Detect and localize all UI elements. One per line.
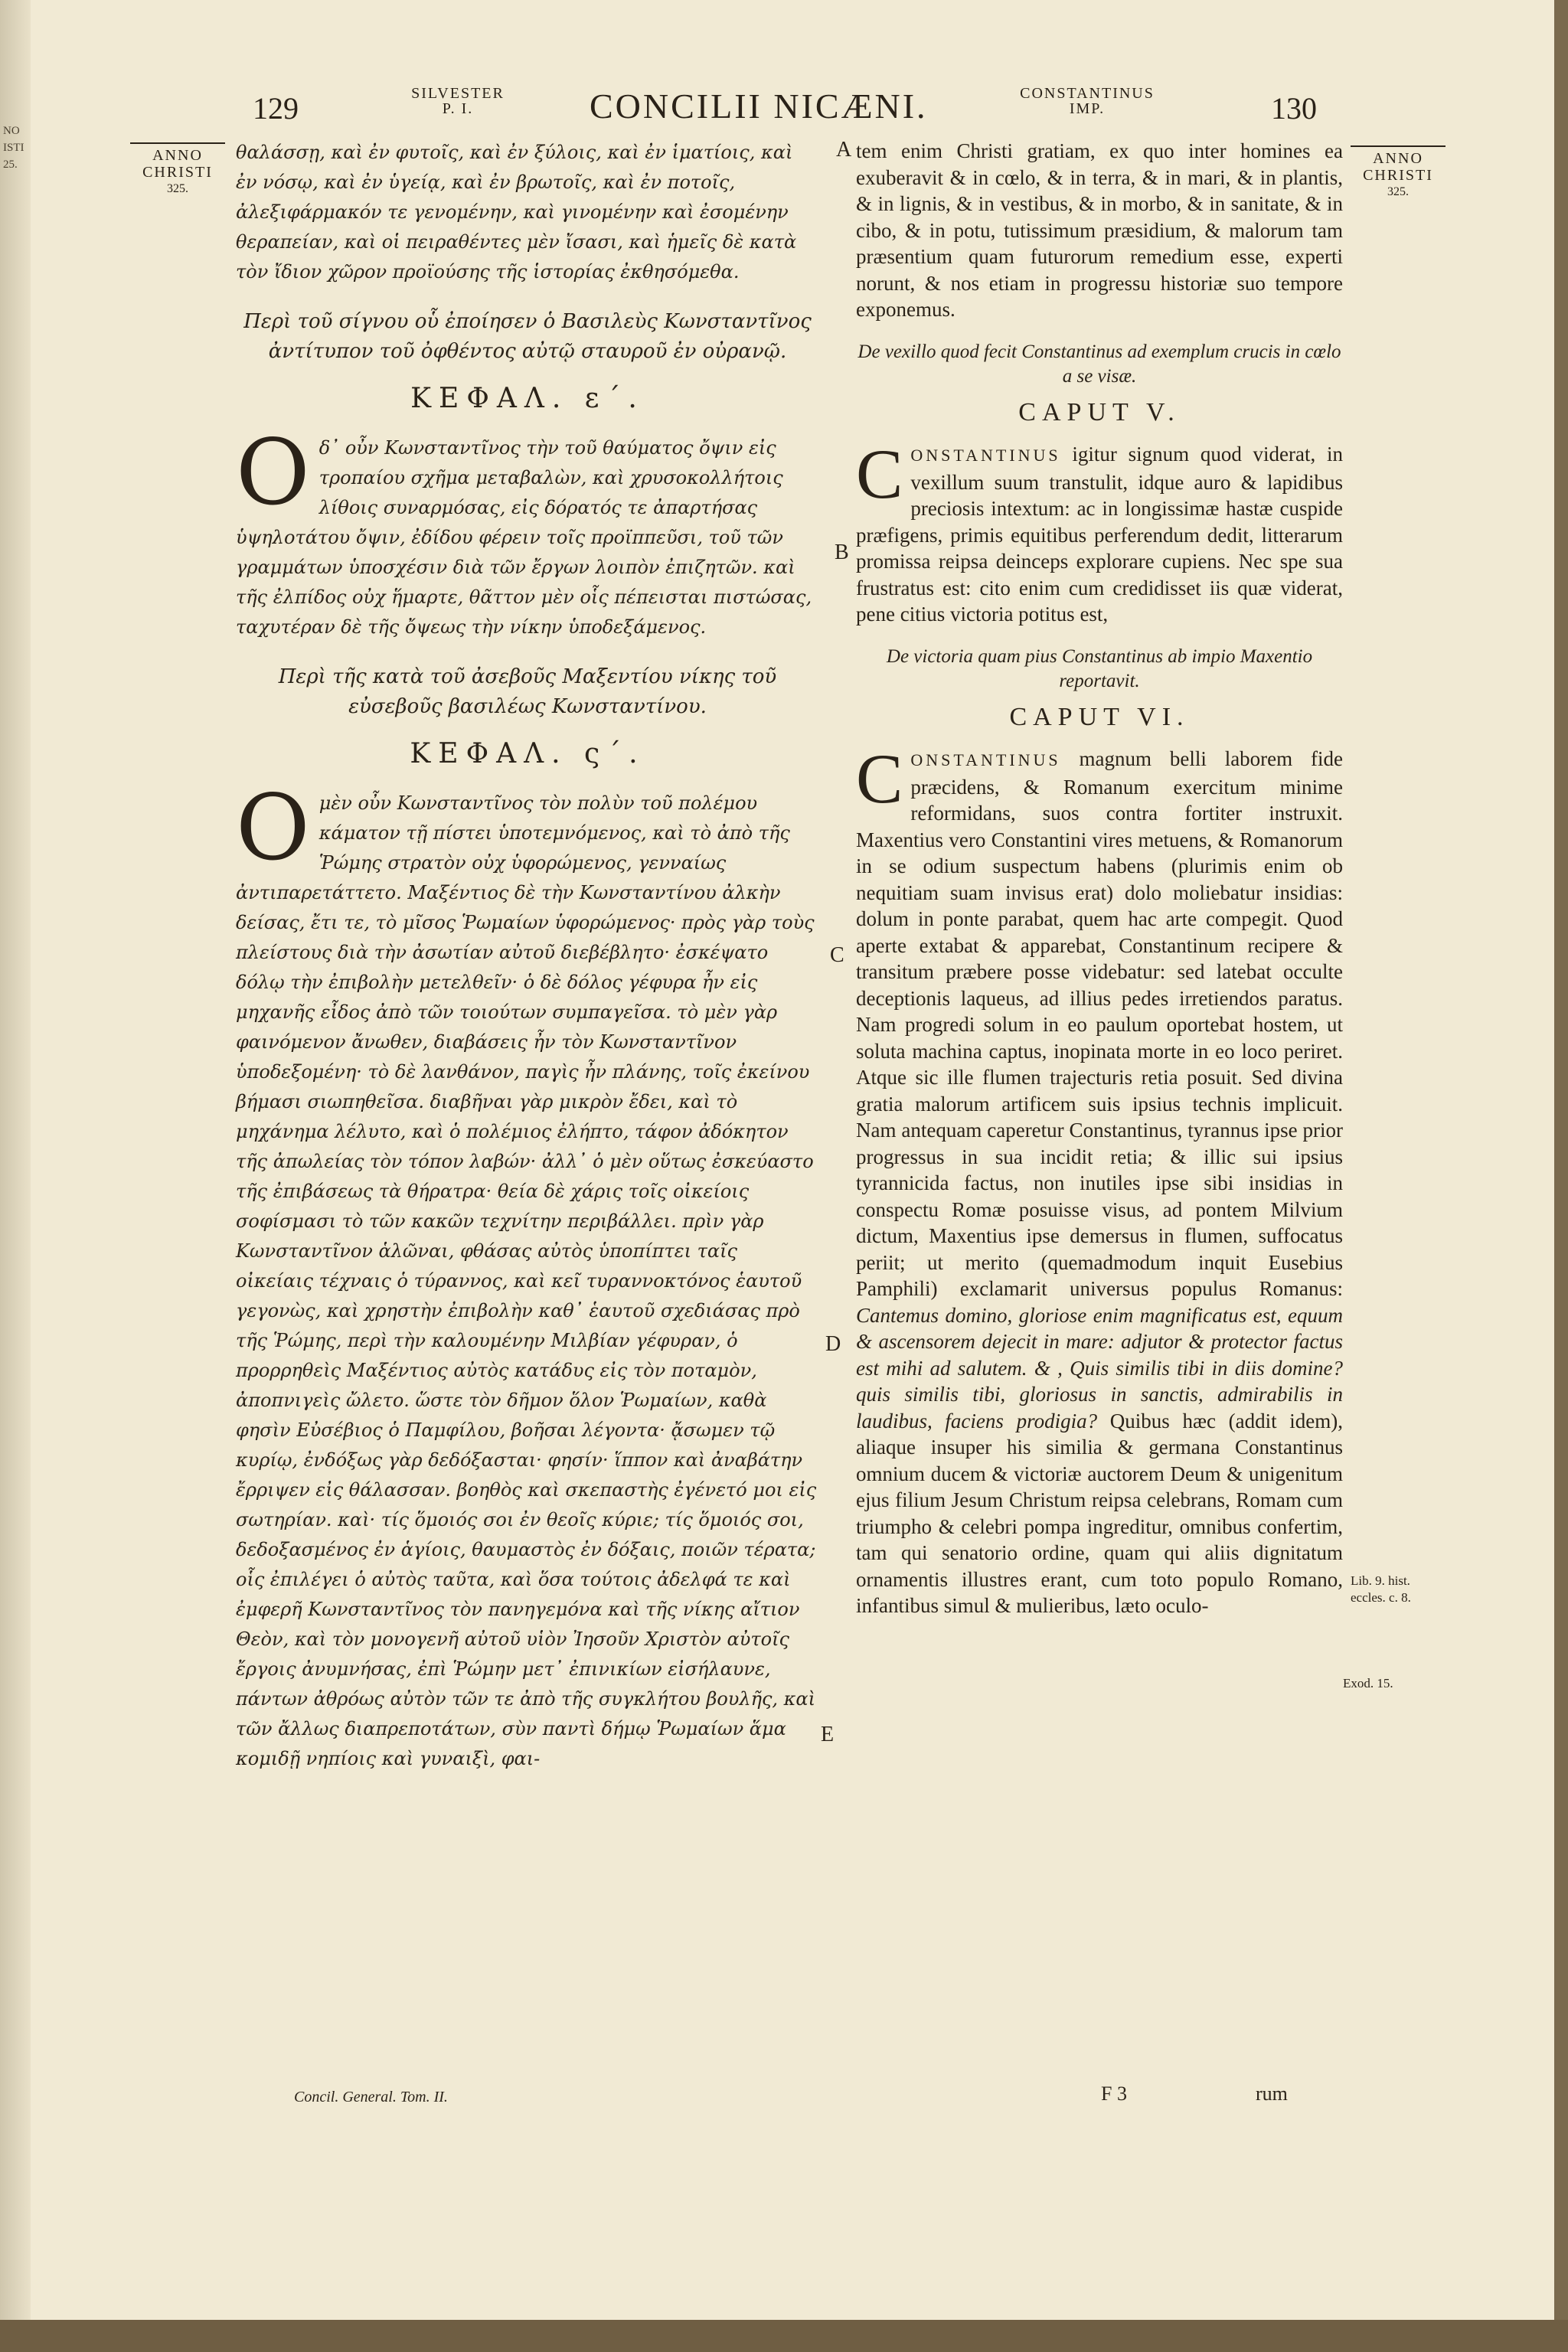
margin-anno-label: ANNO (152, 147, 203, 164)
facing-page-fragment: NO ISTI 25. (3, 125, 24, 171)
latin-chapter-6-body-a: magnum belli laborem fide præcidens, & Romanum exercitum minime reformidans, suos contra fortiter instruxit. Maxentius vero Constantini vires metuens, & Romanorum in se odium suspectum habens (plurimis enim ob nequitiam suam invisus erat) dolo moliebatur insidias: dolum in ponte parabat, quem hac arte compegit. Quod aperte extabat & apparebat, Constantinum recipere & transitum præbere posse videbatur: sed latebat occulte deceptionis laqueus, ad illius pedes irretiendos paratus. Nam progredi solum in eo paulum oportebat hostem, ut soluta machina captus, inopinata morte in eo loco periret. Atque sic ille flumen trajecturis retia posuit. Sed divina gratia malorum artificem suis ipsius technis implicuit. Nam antequam caperetur Constantinus, tyrannus ipse prior progressus in sua incidit retia; & illic sui ipsius tyrannicida factus, non inutiles ipse sibi insidias in conspectu Romæ posuisse visus, ad pontem Milvium dictum, Maxentius ipse demersus in flumen, suffocatus periit; ut merito (quemadmodum inquit Eusebius Pamphili) exclamarit universus populus Romanus: (856, 747, 1344, 1300)
greek-drop-capital: Ο (236, 775, 310, 880)
page-number-left: 129 (253, 91, 299, 126)
margin-rule (1351, 145, 1446, 147)
latin-chapter-6-body-b: Quibus hæc (addit idem), aliaque insuper his similia & germana Constantinus omnium ducem & victoriæ auctorem Deum & unigenitum ejus filium Jesum Christum reipsa celebrans, Romam cum triumpho & celebri pompa ingreditur, omnibus confertim, tam qui senatorio ordine, quam qui aliis dignitatum ornamentis illustres erant, cum toto populo Romano, infantibus simul & mulieribus, læto oculo- (856, 1409, 1343, 1617)
greek-chapter-5-body: δ᾽ οὖν Κωνσταντῖνος τὴν τοῦ θαύματος ὄψιν εἰς τροπαίου σχῆμα μεταβαλὼν, καὶ χρυσοκολλήτοις λίθοις συναρμόσας, εἰς δόρατός τε ἀπαρτήσας ὑψηλοτάτου ὄψιν, ἐδίδου φέρειν τοῖς προϊππεῦσι, τοῦ τῶν γραμμάτων ὑποσχέσιν διὰ τῶν ἔργων λοιπὸν ἐπιζητῶν. καὶ τῆς ἐλπίδος οὐχ ἥμαρτε, θᾶττον μὲν οἷς πέπεισται πιστώσας, ταχυτέραν δὲ τῆς ὄψεως τὴν νίκην ὑποδεξάμενος. (236, 437, 812, 638)
greek-chapter-5-text (236, 420, 819, 642)
running-head-emperor (988, 86, 1187, 116)
latin-intro-paragraph: tem enim Christi gratiam, ex quo inter homines ea exuberavit & in cœlo, & in terra, & in mari, & in plantis, & in lignis, & in vestibus, & in morbo, & in sanitate, & in cibo, & in potu, tutissimum præsidium, & malorum tam præsentium quam futurorum remedium esse, experti norunt, & nos etiam in progressu historiæ suo tempore exponemus. (856, 139, 1343, 321)
section-letter-b: B (835, 541, 849, 564)
marginal-note-exod: Exod. 15. (1343, 1676, 1393, 1690)
latin-chapter-5-heading: CAPUT V. (1018, 397, 1181, 426)
latin-chapter-6-heading: CAPUT VI. (1009, 702, 1190, 731)
latin-chapter-5-text (856, 435, 1343, 628)
latin-drop-capital: C (856, 435, 903, 513)
margin-anno-label: ANNO (1373, 150, 1423, 167)
page-number-right: 130 (1271, 91, 1317, 126)
signature-mark: F 3 (1101, 2082, 1127, 2105)
margin-christi-label: CHRISTI (142, 164, 213, 181)
section-letter-e: E (821, 1723, 835, 1746)
greek-chapter-6-body: μὲν οὖν Κωνσταντῖνος τὸν πολὺν τοῦ πολέμου κάματον τῇ πίστει ὑποτεμνόμενος, καὶ τὸ ἀπὸ τῆς Ῥώμης στρατὸν οὐχ ὑφορώμενος, γενναίως ἀντιπαρετάττετο. Μαξέντιος δὲ τὴν Κωνσταντίνου ἀλκὴν δείσας, ἔτι τε, τὸ μῖσος Ῥωμαίων ὑφορώμενος· πρὸς γὰρ τοὺς πλείστους διὰ τὴν ἀσωτίαν αὐτοῦ διεβέβλητο· ἐσκέψατο δόλῳ τὴν ἐπιβολὴν μετελθεῖν· ὁ δὲ δόλος γέφυρα ἦν εἰς μηχανῆς εἶδος ἀπὸ τῶν τοιούτων συμπαγεῖσα. τὸ μὲν γὰρ φαινόμενον ἄνωθεν, διαβάσεις ἦν τὸν Κωνσταντῖνον ὑποδεξομένη· τὸ δὲ λανθάνον, παγὶς ἦν πλάνης, τοῖς ἐκείνου βήμασι σιωπηθεῖσα. διαβῆναι γὰρ μικρὸν ἔδει, καὶ τὸ μηχάνημα λέλυτο, καὶ ὁ πολέμιος ἐλήπτο, τάφον ἀδόκητον τῆς ἀπωλείας τὸν τόπον λαβών· ἀλλ᾽ ὁ μὲν οὕτως ἐσκεύαστο τῆς ἐπιβάσεως τὰ θήρατρα· θεία δὲ χάρις τοῖς οἰκείοις σοφίσμασι τὸ τῶν κακῶν τεχνίτην περιβάλλει. πρὶν γὰρ Κωνσταντῖνον ἁλῶναι, φθάσας αὐτὸς ὑποπίπτει ταῖς οἰκείαις τέχναις ὁ τύραννος, καὶ κεῖ τυραννοκτόνος ἑαυτοῦ γεγονὼς, καὶ χρηστὴν ἐπιβολὴν καθ᾽ ἑαυτοῦ σχεδιάσας πρὸ τῆς Ῥώμης, περὶ τὴν καλουμένην Μιλβίαν γέφυραν, ὁ προρρηθεὶς Μαξέντιος αὐτὸς κατάδυς εἰς τὸν ποταμὸν, ἀποπνιγεὶς ὤλετο. ὥστε τὸν δῆμον ὅλον Ῥωμαίων, καθὰ φησὶν Εὐσέβιος ὁ Παμφίλου, βοῆσαι λέγοντα· ᾄσωμεν τῷ κυρίῳ, ἐνδόξως γὰρ δεδόξασται· φησίν· ἵππον καὶ ἀναβάτην ἔρριψεν εἰς θάλασσαν. βοηθὸς καὶ σκεπαστὴς ἐγένετό μοι εἰς σωτηρίαν. καὶ· τίς ὅμοιός σοι ἐν θεοῖς κύριε; τίς ὅμοιός σοι, δεδοξασμένος ἐν ἁγίοις, θαυμαστὸς ἐν δόξαις, ποιῶν τέρατα; οἷς ἐπιλέγει ὁ αὐτὸς ταῦτα, καὶ ὅσα τούτοις ἀδελφά τε καὶ ἐμφερῆ Κωνσταντῖνος τὸν πανηγεμόνα καὶ τῆς νίκης αἴτιον Θεὸν, καὶ τὸν μονογενῆ αὐτοῦ υἱὸν Ἰησοῦν Χριστὸν αὐτοῖς ἔργοις ἀνυμνήσας, ἐπὶ Ῥώμην μετ᾽ ἐπινικίων εἰσήλαυνε, πάντων ἀθρόως αὐτὸν τῶν τε ἀπὸ τῆς συγκλήτου βουλῆς, καὶ τῶν ἄλλως διαπρεποτάτων, σὺν παντὶ δήμῳ Ῥωμαίων ἅμα κομιδῇ νηπίοις καὶ γυναιξὶ, φαι- (236, 792, 817, 1769)
greek-rubric-chapter-5: Περὶ τοῦ σίγνου οὗ ἐποίησεν ὁ Βασιλεὺς Κωνσταντῖνος ἀντίτυπον τοῦ ὀφθέντος αὐτῷ σταυροῦ ἐν οὐρανῷ. (243, 310, 812, 363)
greek-chapter-6-text (236, 775, 819, 1774)
greek-chapter-6-heading: ΚΕΦΑΛ. ς΄. (410, 738, 645, 769)
pope-title: P. I. (442, 100, 474, 117)
latin-chapter-6-text (856, 740, 1344, 1619)
latin-rubric-chapter-6: De victoria quam pius Constantinus ab impio Maxentio reportavit. (886, 645, 1313, 691)
margin-year-value: 325. (167, 182, 188, 195)
page-title: CONCILII NICÆNI. (590, 87, 928, 126)
emperor-name: CONSTANTINUS (1020, 85, 1155, 102)
margin-rule (130, 142, 225, 144)
greek-intro-paragraph: θαλάσσῃ, καὶ ἐν φυτοῖς, καὶ ἐν ξύλοις, καὶ ἐν ἱματίοις, καὶ ἐν νόσῳ, καὶ ἐν ὑγείᾳ, καὶ ἐν βρωτοῖς, καὶ ἐν ποτοῖς, ἀλεξιφάρμακόν τε γενομένην, καὶ γινομένην καὶ ἐσομένην θεραπείαν, καὶ οἱ πειραθέντες μὲν ἴσασι, καὶ ἡμεῖς δὲ κατὰ τὸν ἴδιον χῶρον προϊούσης τῆς ἱστορίας ἐκθησόμεθα. (236, 142, 797, 283)
margin-year-value: 325. (1387, 185, 1409, 198)
latin-column (856, 138, 1343, 1619)
section-letter-a: A (836, 138, 852, 162)
latin-lead-word: ONSTANTINUS (910, 750, 1061, 769)
catchword: rum (1256, 2082, 1288, 2105)
greek-rubric-chapter-6: Περὶ τῆς κατὰ τοῦ ἀσεβοῦς Μαξεντίου νίκης τοῦ εὐσεβοῦς βασιλέως Κωνσταντίνου. (278, 665, 777, 718)
pope-name: SILVESTER (411, 85, 505, 102)
greek-drop-capital: Ο (236, 420, 310, 525)
margin-year-right (1351, 145, 1446, 201)
footer-volume: Concil. General. Tom. II. (294, 2089, 448, 2105)
running-head-pope (389, 86, 527, 116)
latin-drop-capital: C (856, 740, 903, 818)
facing-page-edge (0, 0, 31, 2320)
emperor-title: IMP. (1069, 100, 1106, 117)
latin-rubric-chapter-5: De vexillo quod fecit Constantinus ad exemplum crucis in cœlo a se visæ. (858, 341, 1341, 387)
latin-scripture-quote: Cantemus domino, gloriose enim magnificatus est, equum & ascensorem dejecit in mare: adjutor & protector factus est mihi ad salutem. & , Quis similis tibi in diis domine? quis similis tibi, gloriosus in sanctis, admirabilis in laudibus, faciens prodigia? (856, 1303, 1343, 1432)
marginal-note-lib: Lib. 9. hist. eccles. c. 8. (1351, 1573, 1411, 1605)
latin-lead-word: ONSTANTINUS (910, 446, 1061, 465)
greek-column (236, 138, 819, 1774)
margin-christi-label: CHRISTI (1363, 167, 1433, 184)
greek-chapter-5-heading: ΚΕΦΑΛ. ε΄. (410, 383, 645, 414)
latin-chapter-5-body: igitur signum quod viderat, in vexillum suum transtulit, idque auro & lapidibus preciosis intextum: ac in longissimæ hastæ cuspide præfigens, primis equitibus perferendum dedit, litterarum promissa reipsa deinceps explorare cupiens. Nec spe sua frustratus est: cito enim cum credidisset iis quæ viderat, pene citius victoria potitus est, (856, 443, 1343, 626)
section-letter-c: C (830, 943, 844, 967)
page-bottom-background (0, 2320, 1568, 2352)
margin-year-left (130, 142, 225, 198)
section-letter-d: D (825, 1332, 841, 1356)
